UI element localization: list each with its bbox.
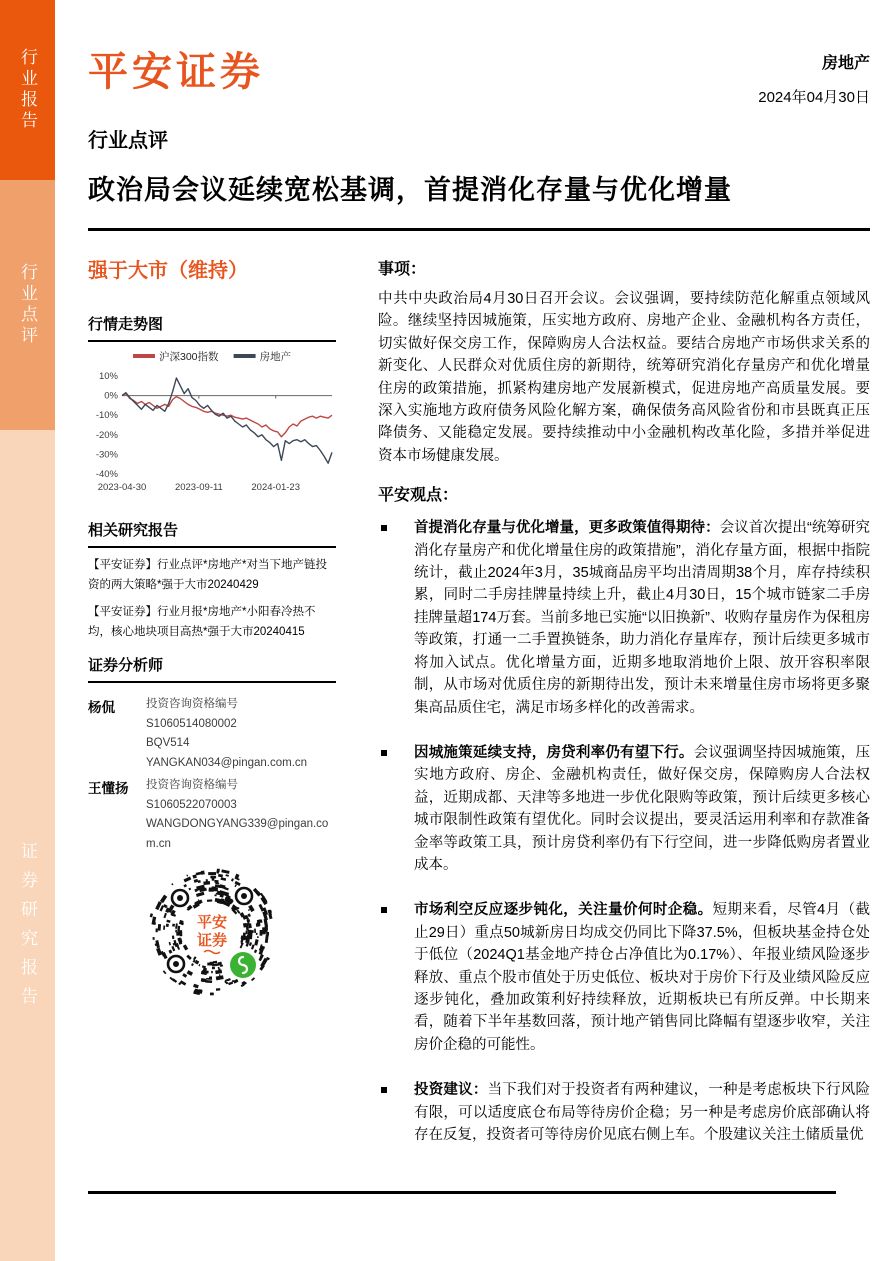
bullet-lead: 因城施策延续支持，房贷利率仍有望下行。 bbox=[414, 744, 694, 761]
qr-code-svg bbox=[146, 866, 278, 998]
sidebar-label-industry-comment: 行业点评 bbox=[18, 263, 37, 347]
viewpoint-bullet bbox=[378, 517, 870, 719]
svg-text:-10%: -10% bbox=[95, 410, 118, 422]
analyst-detail-line: YANGKAN034@pingan.com.cn bbox=[146, 756, 308, 769]
analyst-row bbox=[88, 776, 336, 854]
bullet-text bbox=[414, 1079, 870, 1146]
svg-text:10%: 10% bbox=[98, 371, 118, 382]
main-column bbox=[378, 246, 870, 1169]
sidebar-label-research-report: 证券研究报告 bbox=[18, 841, 37, 1016]
bullet-body: 会议首次提出“统筹研究消化存量房产和优化增量住房的政策措施”，消化存量方面，根据中指院统计，截止2024年3月，35城商品房平均出清周期38个月，库存持续积累，同时二手房挂牌量持续上升，截止4月30日，15个城市链家二手房挂牌量超174万套。当前多地已实施“以旧换新”、收购存量房作为保租房等政策，打通一二手置换链条，助力消化存量库存，预计后续更多城市将加入试点。优化增量方面，近期多地取消地价上限、放开容积率限制，从市场对优质住房的新期待出发，预计未来增量住房市场将更多聚集高品质住宅，满足市场多样化的改善需求。 bbox=[414, 520, 871, 716]
bullet-text bbox=[414, 899, 870, 1056]
analyst-detail-line: S1060514080002 bbox=[146, 717, 237, 730]
bullet-square-icon bbox=[378, 517, 414, 719]
related-reports-heading: 相关研究报告 bbox=[88, 519, 336, 548]
viewpoint-bullet bbox=[378, 742, 870, 876]
analyst-detail-line: S1060522070003 bbox=[146, 798, 237, 811]
bullet-text bbox=[414, 742, 870, 876]
sidebar-segment-industry-report bbox=[0, 0, 55, 180]
analyst-detail-line: BQV514 bbox=[146, 737, 190, 749]
bullet-square-icon bbox=[378, 899, 414, 1056]
svg-text:2023-09-11: 2023-09-11 bbox=[174, 482, 223, 493]
analyst-details bbox=[146, 695, 307, 773]
report-date: 2024年04月30日 bbox=[758, 89, 870, 106]
report-item: 【平安证券】行业点评*房地产*对当下地产链投资的两大策略*强于大市20240429 bbox=[88, 559, 327, 591]
svg-text:2023-04-30: 2023-04-30 bbox=[97, 482, 147, 493]
viewpoint-bullet bbox=[378, 1079, 870, 1146]
footer-divider bbox=[88, 1191, 836, 1194]
analyst-detail-line: 投资咨询资格编号 bbox=[146, 698, 238, 710]
svg-text:-40%: -40% bbox=[95, 469, 118, 480]
svg-text:沪深300指数: 沪深300指数 bbox=[159, 351, 219, 363]
viewpoint-bullets bbox=[378, 517, 870, 1146]
sidebar-label-industry-report: 行业报告 bbox=[18, 48, 37, 132]
page-title: 政治局会议延续宽松基调，首提消化存量与优化增量 bbox=[88, 175, 732, 205]
svg-text:-20%: -20% bbox=[95, 429, 118, 441]
analyst-name: 王懂扬 bbox=[88, 781, 129, 796]
bullet-square-icon bbox=[378, 1079, 414, 1146]
bullet-lead: 市场利空反应逐步钝化，关注量价何时企稳。 bbox=[414, 902, 713, 919]
bullet-text bbox=[414, 517, 870, 719]
rating-badge: 强于大市（维持） bbox=[88, 260, 248, 282]
bullet-lead: 投资建议： bbox=[414, 1082, 488, 1099]
trend-chart-heading: 行情走势图 bbox=[88, 313, 336, 342]
analyst-row bbox=[88, 695, 336, 773]
svg-text:0%: 0% bbox=[104, 390, 118, 402]
viewpoints-heading: 平安观点： bbox=[378, 487, 459, 505]
svg-text:-30%: -30% bbox=[95, 449, 118, 461]
bullet-body: 会议强调坚持因城施策，压实地方政府、房企、金融机构责任，做好保交房，保障购房人合法权益，近期成都、天津等多地进一步优化限购等政策，预计后续更多核心城市限制性政策有望优化。同时会议提出，要灵活运用利率和存款准备金率等政策工具，预计房贷利率仍有下行空间，进一步降低购房者置业成本。 bbox=[414, 744, 871, 873]
bullet-lead: 首提消化存量与优化增量，更多政策值得期待： bbox=[414, 520, 720, 537]
svg-text:2024-01-23: 2024-01-23 bbox=[251, 482, 301, 493]
report-type-heading: 行业点评 bbox=[88, 130, 168, 152]
trend-chart bbox=[88, 346, 336, 503]
viewpoint-bullet bbox=[378, 899, 870, 1056]
qr-code bbox=[146, 866, 278, 1003]
related-reports-list bbox=[88, 555, 336, 642]
report-item: 【平安证券】行业月报*房地产*小阳春冷热不均，核心地块项目高热*强于大市20240415 bbox=[88, 606, 316, 638]
industry-label: 房地产 bbox=[821, 55, 870, 72]
analyst-name: 杨侃 bbox=[88, 700, 115, 715]
analyst-details bbox=[146, 776, 336, 854]
sidebar-segment-industry-comment bbox=[0, 180, 55, 430]
svg-text:平安: 平安 bbox=[196, 914, 228, 931]
matters-body: 中共中央政治局4月30日召开会议。会议强调，要持续防范化解重点领域风险。继续坚持因城施策，压实地方政府、房地产企业、金融机构各方责任，切实做好保交房工作，保障购房人合法权益。要结合房地产市场供求关系的新变化、人民群众对优质住房的新期待，统筹研究消化存量房产和优化增量住房的政策措施，抓紧构建房地产发展新模式，促进房地产高质量发展。要深入实施地方政府债务风险化解方案，确保债务高风险省份和市县既真正压降债务、又能稳定发展。要持续推动中小金融机构改革化险，多措并举促进资本市场健康发展。 bbox=[378, 291, 870, 464]
trend-chart-svg bbox=[88, 346, 336, 498]
analyst-detail-line: WANGDONGYANG339@pingan.com.cn bbox=[146, 818, 329, 850]
bullet-body: 短期来看，尽管4月（截止29日）重点50城新房日均成交仍同比下降37.5%，但板块基金持仓处于低位（2024Q1基金地产持仓占净值比为0.17%）、年报业绩风险逐步释放、重点个股市值处于历史低位、板块对于房价下行及业绩风险反应逐步钝化，叠加政策利好持续释放，近期板块已有所反弹。中长期来看，随着下半年基数回落，预计地产销售同比降幅有望逐步收窄，关注房价企稳的可能性。 bbox=[414, 902, 870, 1053]
pingan-securities-logo: 平安证券 bbox=[88, 50, 264, 94]
sidebar-segment-research-report bbox=[0, 430, 55, 1261]
left-column bbox=[88, 246, 336, 1003]
matters-heading: 事项： bbox=[378, 261, 427, 278]
bullet-square-icon bbox=[378, 742, 414, 876]
analysts-heading: 证券分析师 bbox=[88, 654, 336, 683]
analyst-detail-line: 投资咨询资格编号 bbox=[146, 779, 238, 791]
bullet-body: 当下我们对于投资者有两种建议，一种是考虑板块下行风险有限，可以适度底仓布局等待房价企稳；另一种是考虑房价底部确认将存在反复，投资者可等待房价见底右侧上车。个股建议关注土储质量优 bbox=[414, 1082, 871, 1143]
svg-text:证券: 证券 bbox=[196, 932, 228, 949]
svg-text:房地产: 房地产 bbox=[259, 351, 292, 363]
title-divider bbox=[88, 228, 870, 231]
analysts-list bbox=[88, 695, 336, 854]
